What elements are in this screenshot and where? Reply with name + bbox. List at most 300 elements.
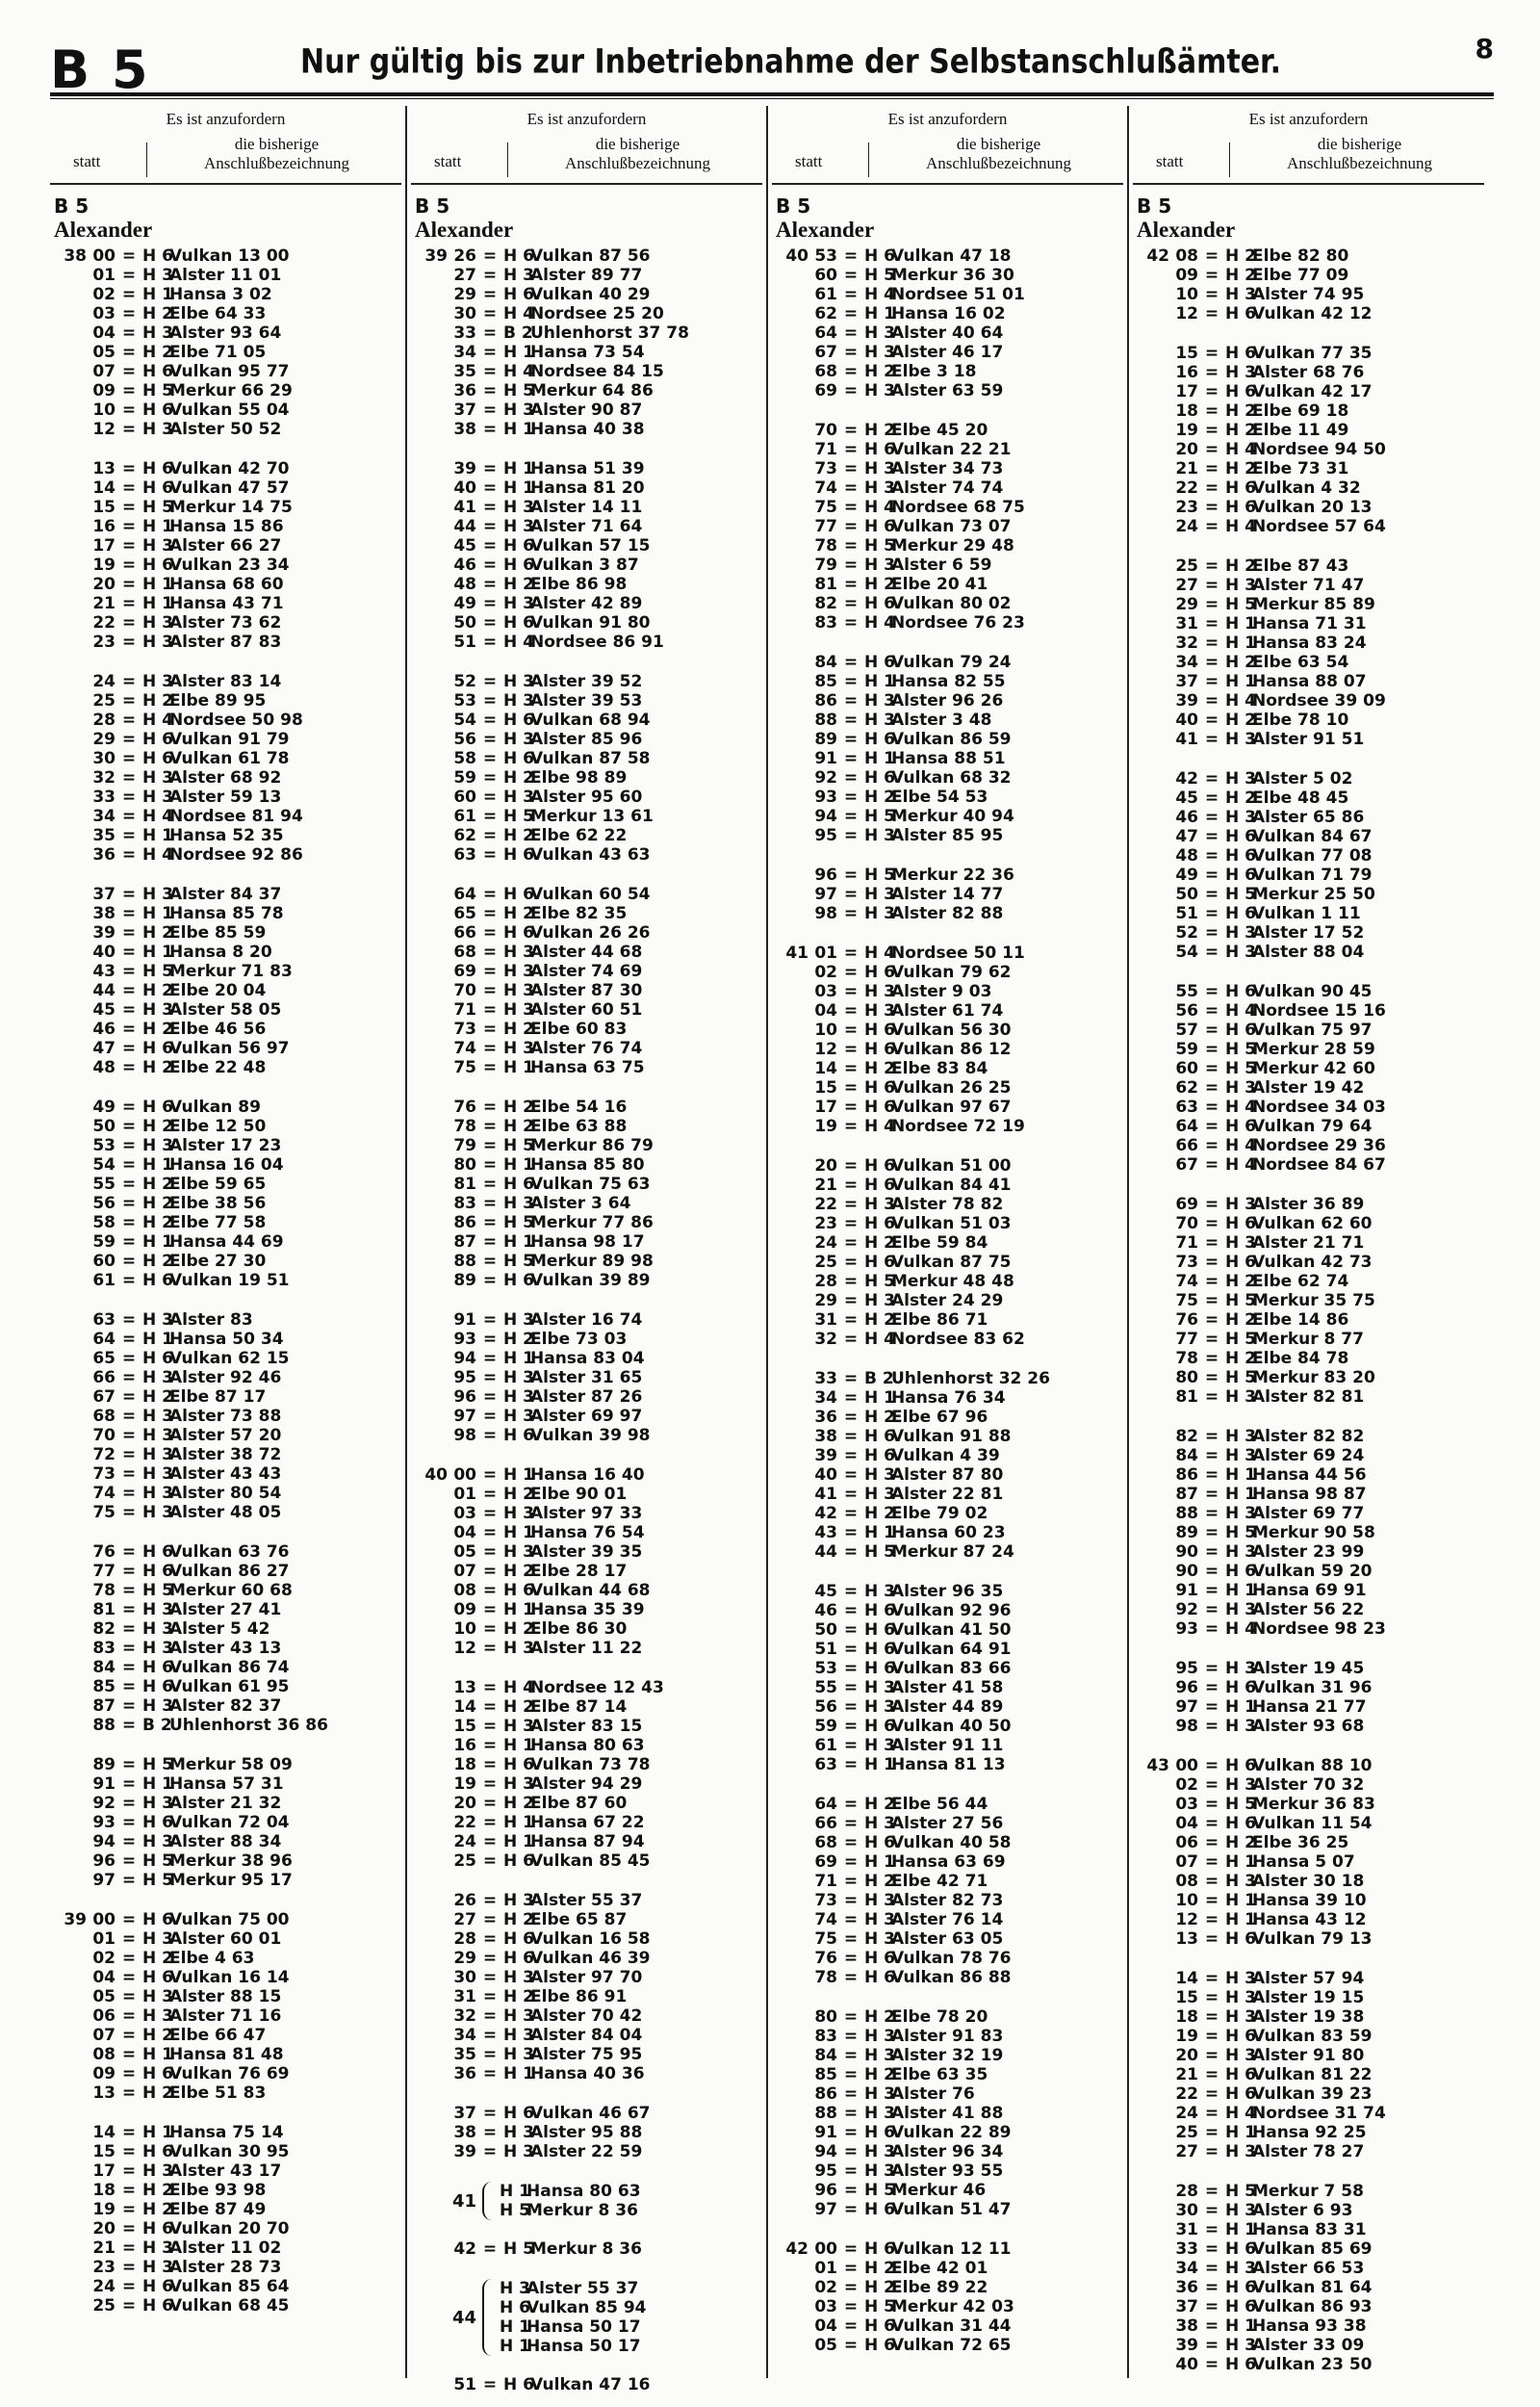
instead-number: 19 <box>814 1117 837 1136</box>
exchange-code: H 2 <box>864 421 895 440</box>
equals-sign: = <box>1204 2123 1219 2142</box>
exchange-code: H 6 <box>503 1851 534 1871</box>
equals-sign: = <box>1204 1581 1219 1600</box>
table-row <box>415 1697 762 1717</box>
table-row <box>415 266 762 285</box>
exchange-code: H 3 <box>503 962 534 981</box>
table-row <box>415 1523 762 1542</box>
number-prefix <box>776 479 808 498</box>
table-row <box>54 1349 401 1368</box>
table-row <box>54 1910 401 1929</box>
exchange-code: H 2 <box>864 575 895 594</box>
exchange-code: H 4 <box>864 285 895 304</box>
exchange-code: H 6 <box>864 1601 895 1620</box>
exchange-code: H 2 <box>1225 246 1256 266</box>
number-prefix <box>54 1426 87 1445</box>
exchange-code: H 1 <box>1225 1697 1256 1717</box>
previous-designation: Alster 24 29 <box>891 1291 1004 1310</box>
equals-sign: = <box>843 1021 859 1040</box>
entry-group <box>415 459 762 652</box>
table-row <box>54 1464 401 1484</box>
table-row <box>776 2239 1123 2259</box>
number-prefix <box>1137 1659 1169 1678</box>
table-row <box>1137 2142 1484 2161</box>
entry-group <box>776 1582 1123 1774</box>
exchange-code: H 1 <box>864 1755 895 1774</box>
instead-number: 39 <box>453 2142 476 2161</box>
equals-sign: = <box>482 1562 498 1581</box>
exchange-code: H 6 <box>1225 1814 1256 1833</box>
instead-number: 97 <box>814 2200 837 2219</box>
exchange-code: H 2 <box>1225 401 1256 421</box>
previous-designation: Alster 83 15 <box>530 1717 643 1736</box>
previous-designation: Vulkan 78 76 <box>891 1949 1012 1968</box>
equals-sign: = <box>843 1795 859 1814</box>
table-row <box>54 1213 401 1232</box>
exchange-code: H 3 <box>503 1194 534 1213</box>
table-row <box>1137 1078 1484 1098</box>
previous-designation: Hansa 43 71 <box>169 594 284 613</box>
equals-sign: = <box>1204 711 1219 730</box>
number-prefix <box>54 1755 87 1774</box>
instead-number: 73 <box>92 1464 116 1484</box>
equals-sign: = <box>482 613 498 633</box>
table-row <box>1137 634 1484 653</box>
number-prefix <box>54 343 87 362</box>
number-prefix <box>776 1427 808 1446</box>
table-row <box>1137 2278 1484 2297</box>
previous-designation: Alster 63 59 <box>891 381 1004 401</box>
exchange-code: H 6 <box>503 246 534 266</box>
table-row <box>415 1194 762 1213</box>
table-row <box>776 1736 1123 1755</box>
previous-designation: Merkur 85 89 <box>1252 595 1375 614</box>
instead-number: 00 <box>453 1465 476 1485</box>
number-prefix <box>415 1175 448 1194</box>
number-prefix <box>776 266 808 285</box>
exchange-code: H 3 <box>503 943 534 962</box>
exchange-code: H 5 <box>142 498 173 517</box>
equals-sign: = <box>121 2083 137 2103</box>
number-prefix <box>776 826 808 845</box>
exchange-code: H 3 <box>1225 285 1256 304</box>
previous-designation: Alster 19 45 <box>1252 1659 1365 1678</box>
exchange-code: H 5 <box>1225 2182 1256 2201</box>
exchange-code: H 6 <box>1225 904 1256 923</box>
equals-sign: = <box>482 1987 498 2006</box>
table-row <box>54 479 401 498</box>
table-row <box>776 2297 1123 2316</box>
exchange-code: H 6 <box>503 1581 534 1600</box>
instead-number: 78 <box>814 1968 837 1987</box>
equals-sign: = <box>843 866 859 885</box>
table-row <box>415 2026 762 2045</box>
table-row <box>415 1813 762 1832</box>
previous-designation: Alster 73 62 <box>169 613 282 633</box>
table-row <box>54 1194 401 1213</box>
instead-number: 63 <box>92 1310 116 1330</box>
table-row <box>776 421 1123 440</box>
exchange-code: H 6 <box>864 2316 895 2336</box>
previous-designation: Merkur 42 03 <box>891 2297 1014 2316</box>
exchange-code: H 4 <box>1225 517 1256 536</box>
equals-sign: = <box>1204 2278 1219 2297</box>
previous-designation: Elbe 78 10 <box>1252 711 1349 730</box>
table-row <box>54 1851 401 1871</box>
previous-designation: Hansa 75 14 <box>169 2123 284 2142</box>
exchange-code: H 3 <box>1225 1659 1256 1678</box>
previous-designation: Vulkan 56 30 <box>891 1021 1012 1040</box>
number-prefix <box>415 420 448 439</box>
number-prefix <box>1137 1852 1169 1872</box>
table-row <box>776 1388 1123 1408</box>
instead-number: 38 <box>453 2123 476 2142</box>
section-code: B 5 <box>415 194 450 218</box>
instead-number: 51 <box>453 2375 476 2394</box>
exchange-code: H 3 <box>503 1368 534 1387</box>
table-row <box>54 1968 401 1987</box>
number-prefix <box>776 1059 808 1078</box>
table-row <box>1137 1717 1484 1736</box>
equals-sign: = <box>843 613 859 633</box>
table-row <box>776 653 1123 672</box>
instead-number: 72 <box>92 1445 116 1464</box>
table-row <box>54 2064 401 2083</box>
instead-number: 20 <box>92 575 116 594</box>
previous-designation: Alster 17 23 <box>169 1136 282 1155</box>
number-prefix <box>776 788 808 807</box>
previous-designation: Elbe 86 98 <box>530 575 628 594</box>
number-prefix <box>1137 1387 1169 1407</box>
entry-group <box>54 1310 401 1522</box>
number-prefix <box>415 1697 448 1717</box>
exchange-code: H 3 <box>1225 1717 1256 1736</box>
exchange-code: H 3 <box>503 1387 534 1407</box>
previous-designation: Alster 28 73 <box>169 2258 282 2277</box>
equals-sign: = <box>482 1426 498 1445</box>
instead-number: 64 <box>814 324 837 343</box>
previous-designation: Merkur 36 83 <box>1252 1795 1375 1814</box>
previous-designation: Alster 55 37 <box>526 2279 639 2298</box>
previous-designation: Alster 34 73 <box>891 459 1004 479</box>
entry-group <box>776 2007 1123 2219</box>
number-prefix <box>54 1155 87 1175</box>
header-divider <box>146 142 147 177</box>
exchange-code: H 3 <box>1225 2007 1256 2027</box>
number-prefix <box>1137 459 1169 479</box>
exchange-code: H 3 <box>864 1001 895 1021</box>
previous-designation: Alster 59 13 <box>169 788 282 807</box>
exchange-code: H 6 <box>864 1446 895 1465</box>
number-prefix <box>54 1832 87 1851</box>
table-row <box>54 1755 401 1774</box>
number-prefix <box>54 1813 87 1832</box>
equals-sign: = <box>1204 1485 1219 1504</box>
table-row <box>1137 1988 1484 2007</box>
exchange-code: H 6 <box>864 594 895 613</box>
equals-sign: = <box>121 885 137 904</box>
table-row <box>1137 421 1484 440</box>
section-name: Alexander <box>54 218 153 242</box>
table-row <box>1137 1619 1484 1639</box>
equals-sign: = <box>482 285 498 304</box>
table-row <box>776 362 1123 381</box>
instead-number: 50 <box>814 1620 837 1640</box>
number-prefix <box>1137 1059 1169 1078</box>
equals-sign: = <box>843 2316 859 2336</box>
equals-sign: = <box>121 1445 137 1464</box>
exchange-code: H 6 <box>864 1040 895 1059</box>
table-row <box>776 2336 1123 2355</box>
previous-designation: Alster 44 68 <box>530 943 643 962</box>
table-row <box>1137 789 1484 808</box>
table-row <box>415 1542 762 1562</box>
table-row <box>1137 1581 1484 1600</box>
number-prefix <box>776 885 808 904</box>
entry-group <box>415 246 762 439</box>
instead-number: 38 <box>814 1427 837 1446</box>
instead-number: 25 <box>453 1851 476 1871</box>
previous-designation: Hansa 83 31 <box>1252 2220 1367 2239</box>
instead-number: 40 <box>92 943 116 962</box>
table-row <box>415 1098 762 1117</box>
instead-number: 21 <box>1175 459 1198 479</box>
equals-sign: = <box>121 1387 137 1407</box>
table-row <box>776 2142 1123 2161</box>
table-row <box>776 2123 1123 2142</box>
number-prefix <box>776 1176 808 1195</box>
previous-designation: Elbe 3 18 <box>891 362 977 381</box>
number-prefix <box>54 1368 87 1387</box>
equals-sign: = <box>843 730 859 749</box>
directory-column <box>772 100 1123 2382</box>
table-row <box>776 1465 1123 1485</box>
table-row <box>415 1717 762 1736</box>
entry-group <box>54 2123 401 2316</box>
equals-sign: = <box>1204 1988 1219 2007</box>
table-row <box>1137 982 1484 1001</box>
instead-number: 45 <box>814 1582 837 1601</box>
number-prefix <box>1137 1833 1169 1852</box>
instead-number: 78 <box>1175 1349 1198 1368</box>
number-prefix <box>415 962 448 981</box>
number-prefix <box>415 1194 448 1213</box>
instead-number: 28 <box>1175 2182 1198 2201</box>
previous-designation: Alster 19 38 <box>1252 2007 1365 2027</box>
previous-designation: Elbe 93 98 <box>169 2181 267 2200</box>
previous-designation: Alster 70 32 <box>1252 1775 1365 1795</box>
entry-group <box>776 1369 1123 1562</box>
column-header <box>772 100 1123 185</box>
table-row <box>1137 2027 1484 2046</box>
table-row <box>1137 2336 1484 2355</box>
previous-designation: Vulkan 31 44 <box>891 2316 1012 2336</box>
exchange-code: H 2 <box>503 1697 534 1717</box>
exchange-code: H 3 <box>1225 1872 1256 1891</box>
table-row <box>776 1755 1123 1774</box>
previous-designation: Hansa 39 10 <box>1252 1891 1367 1910</box>
previous-designation: Alster 71 16 <box>169 2006 282 2026</box>
instead-number: 28 <box>92 711 116 730</box>
table-row <box>415 1136 762 1155</box>
equals-sign: = <box>482 807 498 826</box>
table-row <box>54 1600 401 1619</box>
table-row <box>415 2006 762 2026</box>
instead-number: 15 <box>92 2142 116 2161</box>
header-requested: Es ist anzufordern <box>887 110 1008 128</box>
number-prefix <box>54 1310 87 1330</box>
equals-sign: = <box>1204 1136 1219 1155</box>
exchange-code: H 4 <box>142 807 173 826</box>
equals-sign: = <box>482 981 498 1000</box>
previous-designation: Alster 43 13 <box>169 1639 282 1658</box>
table-row <box>415 1949 762 1968</box>
exchange-code: H 3 <box>503 2026 534 2045</box>
table-row <box>415 556 762 575</box>
exchange-code: H 3 <box>142 1639 173 1658</box>
equals-sign: = <box>121 1832 137 1851</box>
exchange-code: H 3 <box>142 885 173 904</box>
instead-number: 05 <box>453 1542 476 1562</box>
instead-number: 40 <box>1175 2355 1198 2374</box>
equals-sign: = <box>121 613 137 633</box>
number-prefix <box>54 1794 87 1813</box>
instead-number: 21 <box>814 1176 837 1195</box>
instead-number: 65 <box>453 904 476 923</box>
table-row <box>415 768 762 788</box>
number-prefix <box>415 2064 448 2083</box>
instead-number: 56 <box>92 1194 116 1213</box>
exchange-code: H 3 <box>1225 2259 1256 2278</box>
instead-number: 59 <box>92 1232 116 1252</box>
instead-number: 03 <box>814 982 837 1001</box>
header-previous-line1: die bisherige <box>234 135 320 153</box>
exchange-code: H 6 <box>864 1176 895 1195</box>
table-row <box>1137 2297 1484 2316</box>
instead-number: 03 <box>814 2297 837 2316</box>
previous-designation: Alster 69 97 <box>530 1407 643 1426</box>
equals-sign: = <box>1204 2220 1219 2239</box>
table-row <box>1137 1542 1484 1562</box>
exchange-code: H 3 <box>1225 1078 1256 1098</box>
equals-sign: = <box>843 1156 859 1176</box>
table-row <box>415 1929 762 1949</box>
number-prefix <box>1137 1795 1169 1814</box>
equals-sign: = <box>482 1910 498 1929</box>
instead-number: 49 <box>92 1098 116 1117</box>
previous-designation: Elbe 65 87 <box>530 1910 628 1929</box>
instead-number: 04 <box>814 1001 837 1021</box>
equals-sign: = <box>121 962 137 981</box>
previous-designation: Vulkan 22 21 <box>891 440 1012 459</box>
brace-line <box>500 2298 647 2317</box>
previous-designation: Hansa 57 31 <box>169 1774 284 1794</box>
number-prefix <box>54 594 87 613</box>
exchange-code: H 2 <box>503 575 534 594</box>
number-prefix <box>415 2045 448 2064</box>
equals-sign: = <box>482 1794 498 1813</box>
number-prefix <box>415 1910 448 1929</box>
equals-sign: = <box>843 1078 859 1098</box>
number-prefix <box>54 266 87 285</box>
equals-sign: = <box>482 672 498 691</box>
previous-designation: Alster 82 81 <box>1252 1387 1365 1407</box>
number-prefix <box>776 1795 808 1814</box>
exchange-code: H 1 <box>503 1465 534 1485</box>
previous-designation: Vulkan 47 16 <box>530 2375 651 2394</box>
table-row <box>1137 1155 1484 1175</box>
number-prefix <box>415 1387 448 1407</box>
previous-designation: Alster 40 64 <box>891 324 1004 343</box>
previous-designation: Nordsee 76 23 <box>891 613 1025 633</box>
equals-sign: = <box>1204 614 1219 634</box>
exchange-code: H 3 <box>864 2104 895 2123</box>
table-row <box>776 2104 1123 2123</box>
instead-number: 96 <box>814 866 837 885</box>
equals-sign: = <box>121 1600 137 1619</box>
instead-number: 93 <box>453 1330 476 1349</box>
previous-designation: Vulkan 80 02 <box>891 594 1012 613</box>
equals-sign: = <box>843 362 859 381</box>
previous-designation: Vulkan 81 22 <box>1252 2065 1373 2084</box>
instead-number: 86 <box>1175 1465 1198 1485</box>
previous-designation: Alster 57 94 <box>1252 1969 1365 1988</box>
exchange-code: H 1 <box>142 1330 173 1349</box>
previous-designation: Hansa 5 07 <box>1252 1852 1355 1872</box>
table-row <box>415 2045 762 2064</box>
entry-group <box>1137 1427 1484 1639</box>
equals-sign: = <box>1204 344 1219 363</box>
table-row <box>415 1349 762 1368</box>
number-prefix <box>1137 2336 1169 2355</box>
previous-designation: Vulkan 59 20 <box>1252 1562 1373 1581</box>
instead-number: 67 <box>814 343 837 362</box>
number-prefix <box>54 749 87 768</box>
table-row <box>776 517 1123 536</box>
exchange-code: H 6 <box>864 1021 895 1040</box>
exchange-code: H 2 <box>864 2007 895 2027</box>
table-row <box>415 401 762 420</box>
equals-sign: = <box>843 885 859 904</box>
instead-number: 83 <box>92 1639 116 1658</box>
table-row <box>776 1929 1123 1949</box>
number-prefix <box>776 1446 808 1465</box>
exchange-code: H 1 <box>1225 1910 1256 1929</box>
previous-designation: Elbe 86 91 <box>530 1987 628 2006</box>
equals-sign: = <box>121 536 137 556</box>
number-prefix <box>1137 1562 1169 1581</box>
previous-designation: Elbe 87 14 <box>530 1697 628 1717</box>
number-prefix <box>776 304 808 324</box>
table-row <box>54 691 401 711</box>
previous-designation: Nordsee 84 67 <box>1252 1155 1386 1175</box>
instead-number: 34 <box>92 807 116 826</box>
exchange-code: H 6 <box>142 1910 173 1929</box>
table-row <box>776 1872 1123 1891</box>
exchange-code: H 6 <box>503 1175 534 1194</box>
number-prefix <box>54 1619 87 1639</box>
exchange-code: H 3 <box>503 498 534 517</box>
number-prefix <box>776 2142 808 2161</box>
instead-number: 56 <box>1175 1001 1198 1021</box>
table-row <box>776 982 1123 1001</box>
exchange-code: H 3 <box>142 672 173 691</box>
equals-sign: = <box>482 633 498 652</box>
header-requested: Es ist anzufordern <box>166 110 286 128</box>
instead-number: 70 <box>814 421 837 440</box>
number-prefix <box>54 381 87 401</box>
instead-number: 70 <box>92 1426 116 1445</box>
